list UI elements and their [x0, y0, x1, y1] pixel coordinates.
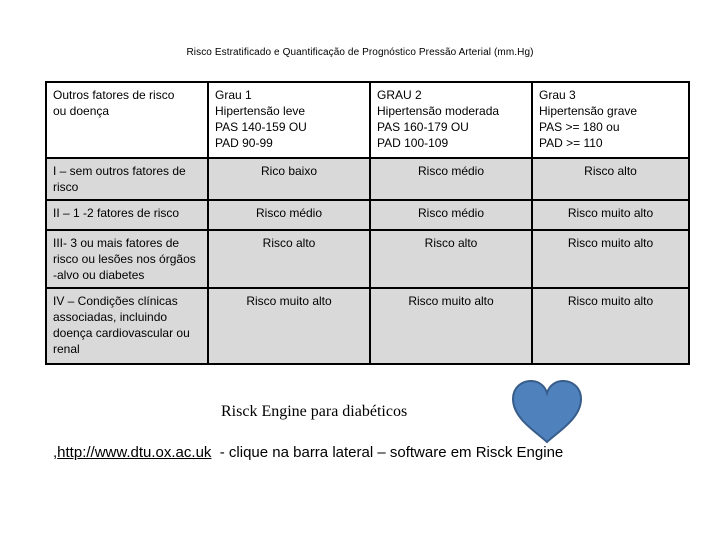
- header-cell-grade-3: Grau 3 Hipertensão grave PAS >= 180 ou PAD >= 110: [532, 82, 689, 158]
- header-cell-risk-factors: Outros fatores de risco ou doença: [46, 82, 208, 158]
- row-label: I – sem outros fatores de risco: [46, 158, 208, 200]
- row-label: IV – Condições clínicas associadas, incluindo doença cardiovascular ou renal: [46, 288, 208, 364]
- risk-cell: Risco médio: [370, 158, 532, 200]
- row-label: III- 3 ou mais fatores de risco ou lesões nos órgãos -alvo ou diabetes: [46, 230, 208, 288]
- table-header-row: [46, 82, 689, 158]
- risk-engine-caption: Risck Engine para diabéticos: [221, 403, 408, 420]
- risk-cell: Risco médio: [370, 200, 532, 230]
- risk-cell: Rico baixo: [208, 158, 370, 200]
- heart-icon: [509, 378, 585, 446]
- risk-cell: Risco médio: [208, 200, 370, 230]
- header-cell-grade-1: Grau 1 Hipertensão leve PAS 140-159 OU PAD 90-99: [208, 82, 370, 158]
- risk-cell: Risco alto: [370, 230, 532, 288]
- row-label: II – 1 -2 fatores de risco: [46, 200, 208, 230]
- risk-table: [45, 81, 690, 365]
- page-title: Risco Estratificado e Quantificação de Prognóstico Pressão Arterial (mm.Hg): [186, 47, 534, 58]
- table-row: [46, 230, 689, 288]
- header-cell-grade-2: GRAU 2 Hipertensão moderada PAS 160-179 OU PAD 100-109: [370, 82, 532, 158]
- risk-cell: Risco alto: [532, 158, 689, 200]
- risk-cell: Risco muito alto: [370, 288, 532, 364]
- link-prefix: ,: [53, 444, 58, 461]
- link-line: [53, 444, 563, 461]
- risk-cell: Risco muito alto: [532, 230, 689, 288]
- table-row: [46, 158, 689, 200]
- link-description: - clique na barra lateral – software em Risck Engine: [211, 444, 564, 461]
- table-row: [46, 288, 689, 364]
- dtu-link[interactable]: http://www.dtu.ox.ac.uk: [57, 444, 212, 461]
- table-row: [46, 200, 689, 230]
- risk-cell: Risco alto: [208, 230, 370, 288]
- risk-cell: Risco muito alto: [532, 288, 689, 364]
- risk-cell: Risco muito alto: [532, 200, 689, 230]
- risk-cell: Risco muito alto: [208, 288, 370, 364]
